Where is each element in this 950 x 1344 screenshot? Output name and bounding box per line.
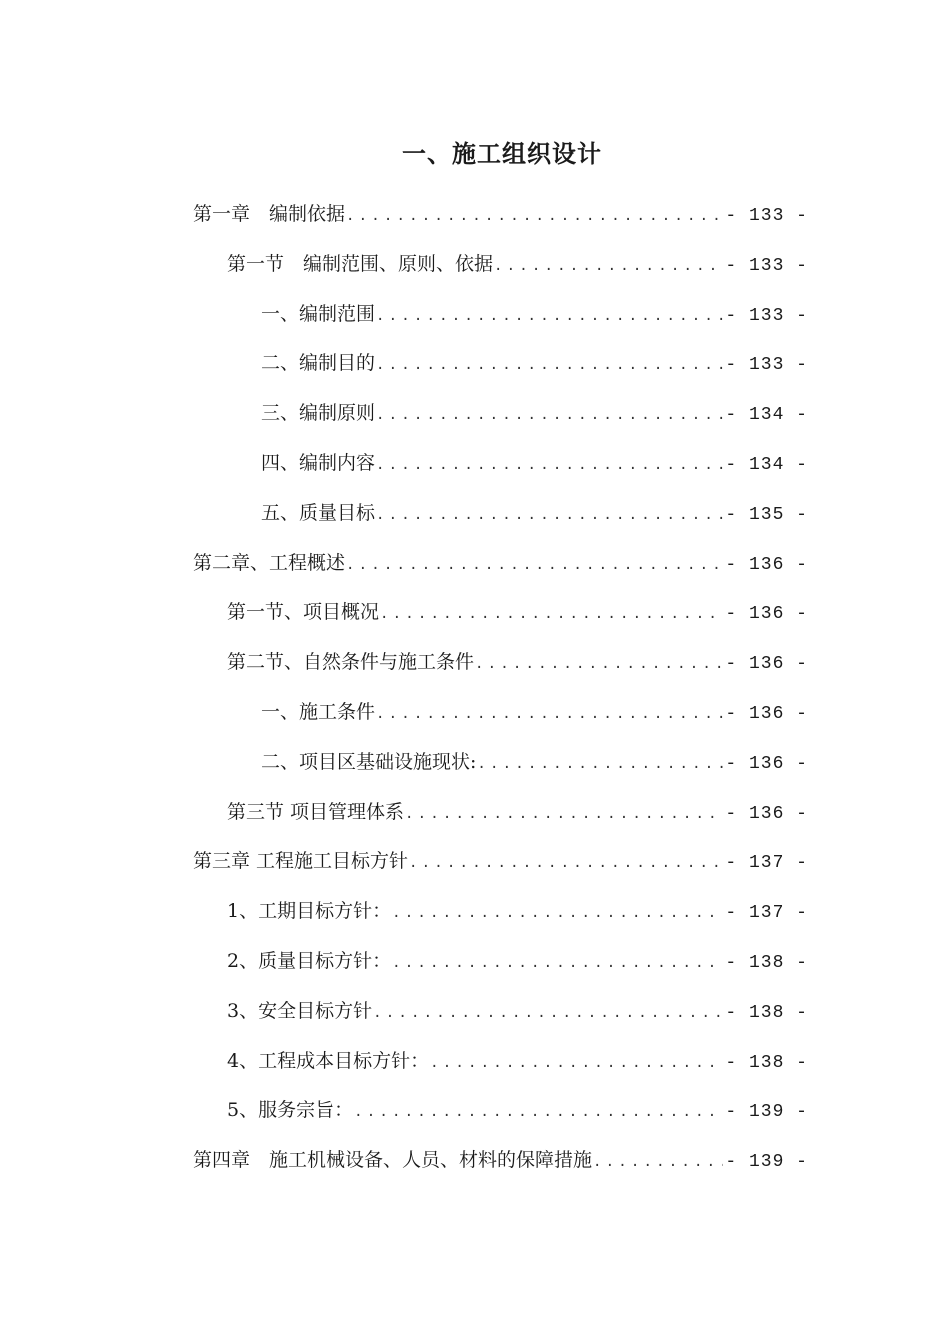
toc-page-number: - 136 - [725, 703, 808, 724]
toc-entry-label: 一、编制范围 [261, 302, 376, 325]
toc-entry[interactable] [193, 395, 808, 445]
toc-entry[interactable] [193, 744, 808, 794]
toc-page-number: - 138 - [725, 1052, 808, 1073]
toc-entry-label: 第三节 项目管理体系 [227, 800, 405, 823]
toc-page-number: - 133 - [725, 355, 808, 376]
toc-entry[interactable] [193, 594, 808, 644]
toc-page-number: - 136 - [725, 604, 808, 625]
toc-dot-leader [477, 746, 723, 782]
toc-entry-label: 四、编制内容 [261, 451, 376, 474]
toc-entry-label: 二、项目区基础设施现状: [261, 750, 477, 773]
toc-entry[interactable] [193, 993, 808, 1043]
toc-entry-label: 第四章 施工机械设备、人员、材料的保障措施 [193, 1149, 593, 1172]
toc-entry[interactable] [193, 545, 808, 595]
toc-entry-label: 1、工期目标方针： [227, 900, 392, 923]
toc-dot-leader [380, 596, 723, 632]
toc-dot-leader [373, 995, 723, 1031]
toc-page-number: - 137 - [725, 853, 808, 874]
toc-page-number: - 136 - [725, 803, 808, 824]
toc-entry[interactable] [193, 196, 808, 246]
toc-entry[interactable] [193, 246, 808, 296]
toc-dot-leader [409, 845, 723, 881]
toc-entry[interactable] [193, 943, 808, 993]
toc-entry[interactable] [193, 296, 808, 346]
toc-entry-label: 第二章、工程概述 [193, 551, 346, 574]
toc-page-number: - 134 - [725, 454, 808, 475]
toc-entry[interactable] [193, 1043, 808, 1093]
toc-page-number: - 136 - [725, 753, 808, 774]
toc-dot-leader [354, 1094, 723, 1130]
toc-entry-label: 三、编制原则 [261, 402, 376, 425]
toc-entry-label: 第一节 编制范围、原则、依据 [227, 252, 494, 275]
toc-dot-leader [405, 796, 723, 832]
toc-entry-label: 一、施工条件 [261, 700, 376, 723]
toc-page-number: - 136 - [725, 554, 808, 575]
table-of-contents [193, 196, 808, 1192]
toc-entry-label: 第三章 工程施工目标方针 [193, 850, 409, 873]
toc-page-number: - 139 - [725, 1152, 808, 1173]
toc-page-number: - 133 - [725, 305, 808, 326]
toc-dot-leader [593, 1144, 723, 1180]
toc-entry[interactable] [193, 843, 808, 893]
toc-entry-label: 第二节、自然条件与施工条件 [227, 651, 475, 674]
toc-dot-leader [376, 696, 723, 732]
toc-dot-leader [392, 945, 723, 981]
toc-dot-leader [376, 298, 723, 334]
toc-dot-leader [430, 1045, 723, 1081]
toc-page-number: - 137 - [725, 903, 808, 924]
toc-page-number: - 138 - [725, 1002, 808, 1023]
toc-page-number: - 134 - [725, 405, 808, 426]
toc-entry[interactable] [193, 1092, 808, 1142]
toc-page-number: - 139 - [725, 1102, 808, 1123]
toc-entry[interactable] [193, 794, 808, 844]
toc-dot-leader [475, 646, 723, 682]
toc-dot-leader [392, 895, 723, 931]
toc-entry-label: 五、质量目标 [261, 501, 376, 524]
toc-entry[interactable] [193, 694, 808, 744]
page-title: 一、施工组织设计 [402, 139, 602, 168]
toc-entry[interactable] [193, 495, 808, 545]
toc-dot-leader [376, 397, 723, 433]
toc-entry[interactable] [193, 445, 808, 495]
toc-entry[interactable] [193, 1142, 808, 1192]
toc-entry-label: 4、工程成本目标方针： [227, 1049, 430, 1072]
toc-dot-leader [346, 547, 723, 583]
toc-dot-leader [376, 497, 723, 533]
toc-entry[interactable] [193, 893, 808, 943]
toc-entry-label: 第一章 编制依据 [193, 203, 346, 225]
toc-dot-leader [376, 347, 723, 383]
toc-entry[interactable] [193, 644, 808, 694]
toc-page-number: - 133 - [725, 206, 808, 226]
toc-entry-label: 二、编制目的 [261, 352, 376, 375]
toc-entry-label: 3、安全目标方针 [227, 999, 373, 1022]
toc-entry[interactable] [193, 345, 808, 395]
toc-page-number: - 133 - [725, 255, 808, 276]
toc-dot-leader [494, 248, 723, 284]
toc-page-number: - 135 - [725, 504, 808, 525]
toc-dot-leader [376, 447, 723, 483]
toc-entry-label: 第一节、项目概况 [227, 601, 380, 624]
toc-entry-label: 5、服务宗旨： [227, 1099, 354, 1122]
toc-dot-leader [346, 198, 723, 234]
toc-entry-label: 2、质量目标方针： [227, 949, 392, 972]
toc-page-number: - 138 - [725, 952, 808, 973]
toc-page-number: - 136 - [725, 654, 808, 675]
